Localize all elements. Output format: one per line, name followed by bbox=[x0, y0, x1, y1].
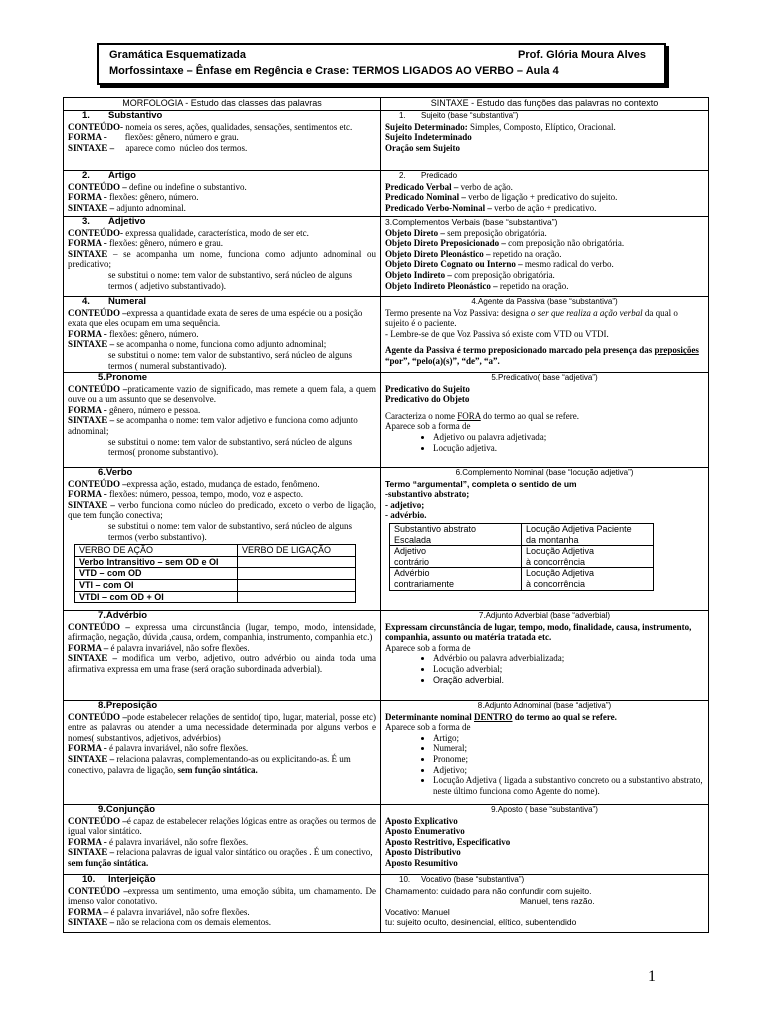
table-cell: Locução Adjetiva Paciente da montanha bbox=[522, 523, 654, 545]
morf-preposicao: 8.Preposição CONTEÚDO –pode estabelecer relações de sentido( tipo, lugar, material, posse etc) entre as palavras ou atender a uma necessidade determinada por alguns verbos e nomes( substantivos, adjetivos, advérbios) FORMA - é palavra invariável, não sofre flexões. SINTAXE – relaciona palavras, complementando-as ou explicitando-as. É um conectivo, palavra de ligação, sem função sintática. bbox=[64, 701, 381, 805]
header-title: Gramática Esquematizada bbox=[109, 49, 246, 61]
morf-pronome: 5.Pronome CONTEÚDO –praticamente vazio de significado, mas remete a quem fala, a quem ouve ou a um assunto que se desenvolve. FORMA - gênero, número e pessoa. SINTAXE – se acompanha o nome: tem valor adjetivo e funciona como adjunto adnominal; se substitui o nome: tem valor de substantivo, será núcleo de alguns termos( pronome substantivo). bbox=[64, 373, 381, 468]
table-cell bbox=[237, 568, 355, 580]
sint-adjunto-adnominal: 8.Adjunto Adnominal (base “adjetiva”) Determinante nominal DENTRO do termo ao qual se refere. Aparece sob a forma de • Artigo; • Numeral; • Pronome; • Adjetivo; • Locução Adjetiva ( ligada a substantivo concreto ou a substantivo abstrato, neste último funciona como Agente do nome). bbox=[381, 701, 709, 805]
document-header bbox=[97, 43, 666, 85]
adjunto-adverbial-list: • Advérbio ou palavra adverbializada; • Locução adverbial; • Oração adverbial. bbox=[385, 653, 704, 685]
complemento-nominal-table bbox=[389, 523, 654, 591]
table-cell: VTI – com OI bbox=[75, 579, 238, 591]
table-cell: VTD – com OD bbox=[75, 568, 238, 580]
morf-substantivo: 1. Substantivo CONTEÚDO- nomeia os seres, ações, qualidades, sensações, sentimentos etc. FORMA - flexões: gênero, número e grau. SINTAXE – aparece como núcleo dos termos. bbox=[64, 111, 381, 171]
table-row bbox=[75, 568, 356, 580]
morf-adjetivo: 3. Adjetivo CONTEÚDO- expressa qualidade, característica, modo de ser etc. FORMA - flexões: gênero, número e grau. SINTAXE – se acompanha um nome, funciona como adjunto adnominal ou predicativo; se substitui o nome: tem valor de substantivo, será núcleo de alguns termos ( adjetivo substantivado). bbox=[64, 217, 381, 297]
complemento-item: Objeto Indireto – com preposição obrigatória. bbox=[385, 269, 555, 280]
morf-artigo: 2. Artigo CONTEÚDO – define ou indefine o substantivo. FORMA - flexões: gênero, número. SINTAXE – adjunto adnominal. bbox=[64, 171, 381, 217]
table-cell: VERBO DE AÇÃO bbox=[75, 545, 238, 557]
header-author: Prof. Glória Moura Alves bbox=[518, 49, 646, 61]
sint-aposto: 9.Aposto ( base “substantiva”) Aposto Explicativo Aposto Enumerativo Aposto Restritivo, Especificativo Aposto Distributivo Aposto Resumitivo bbox=[381, 805, 709, 875]
complemento-item: Objeto Direto – sem preposição obrigatória. bbox=[385, 227, 547, 238]
complemento-item: Objeto Indireto Pleonástico – repetido na oração. bbox=[385, 280, 569, 291]
column-header-morfologia: MORFOLOGIA - Estudo das classes das palavras bbox=[64, 98, 381, 111]
section-title: Substantivo bbox=[108, 110, 163, 121]
sint-sujeito: 1. Sujeito (base “substantiva”) Sujeito Determinado: Simples, Composto, Elíptico, Oracional. Sujeito Indeterminado Oração sem Sujeito bbox=[381, 111, 709, 171]
table-cell: Locução Adjetiva à concorrência bbox=[522, 546, 654, 568]
complemento-item: Objeto Direto Pleonástico – repetido na oração. bbox=[385, 248, 562, 259]
morf-conjuncao: 9.Conjunção CONTEÚDO –é capaz de estabelecer relações lógicas entre as orações ou termos de igual valor sintático. FORMA - é palavra invariável, não sofre flexões. SINTAXE – relaciona palavras de igual valor sintático ou orações . É um conectivo, sem função sintática. bbox=[64, 805, 381, 875]
table-row bbox=[75, 556, 356, 568]
table-row bbox=[75, 579, 356, 591]
header-subtitle: Morfossintaxe – Ênfase em Regência e Crase: TERMOS LIGADOS AO VERBO – Aula 4 bbox=[109, 65, 559, 77]
table-cell bbox=[237, 579, 355, 591]
table-cell: Locução Adjetiva à concorrência bbox=[522, 568, 654, 590]
sint-adjunto-adverbial: 7.Adjunto Adverbial (base “adverbial) Expressam circunstância de lugar, tempo, modo, finalidade, causa, instrumento, companhia, assunto ou matéria tratada etc. Aparece sob a forma de • Advérbio ou palavra adverbializada; • Locução adverbial; • Oração adverbial. bbox=[381, 611, 709, 701]
table-cell: Verbo Intransitivo – sem OD e OI bbox=[75, 556, 238, 568]
morf-numeral: 4. Numeral CONTEÚDO –expressa a quantidade exata de seres de uma espécie ou a posição exata que eles ocupam em uma sequência. FORMA - flexões: gênero, número. SINTAXE – se acompanha o nome, funciona como adjunto adnominal; se substitui o nome: tem valor de substantivo, será núcleo de alguns termos ( numeral substantivado). bbox=[64, 297, 381, 373]
summary-table bbox=[63, 97, 709, 933]
sint-vocativo: 10. Vocativo (base “substantiva”) Chamamento: cuidado para não confundir com sujeito. Manuel, tens razão. Vocativo: Manuel tu: sujeito oculto, desinencial, elítico, subentendido bbox=[381, 875, 709, 933]
morf-adverbio: 7.Advérbio CONTEÚDO – expressa uma circunstância (lugar, tempo, modo, intensidade, afirmação, negação, dúvida ,causa, ordem, companhia, instrumento, companhia etc.) FORMA – é palavra invariável, não sofre flexões. SINTAXE – modifica um verbo, adjetivo, outro advérbio ou ainda toda uma afirmativa expressa em uma frase (será oração subordinada adverbial). bbox=[64, 611, 381, 701]
table-cell: VERBO DE LIGAÇÃO bbox=[237, 545, 355, 557]
sint-complemento-nominal: 6.Complemento Nominal (base “locução adjetiva”) Termo “argumental”, completa o sentido de um -substantivo abstrato; - adjetivo; - advérbio. Substantivo abstrato Escalada Locução Adjetiva Paciente da montanha Adjetivo contrário Locução Adjetiva à concorrência Advérbio contrariamente Locução Adjetiva à concorrência bbox=[381, 468, 709, 611]
table-row bbox=[390, 568, 654, 590]
predicativo-list: • Adjetivo ou palavra adjetivada; • Locução adjetiva. bbox=[385, 432, 704, 453]
sint-agente-passiva: 4.Agente da Passiva (base “substantiva”) Termo presente na Voz Passiva: designa o ser que realiza a ação verbal da qual o sujeito é o paciente. - Lembre-se de que Voz Passiva só existe com VTD ou VTDI. Agente da Passiva é termo preposicionado marcado pela presença das preposições “por”, “pelo(a)(s)”, “de”, “a”. bbox=[381, 297, 709, 373]
morf-verbo: 6.Verbo CONTEÚDO –expressa ação, estado, mudança de estado, fenômeno. FORMA - flexões: número, pessoa, tempo, modo, voz e aspecto. SINTAXE – verbo funciona como núcleo do predicado, exceto o verbo de ligação, que tem função conectiva; se substitui o nome: tem valor de substantivo, será núcleo de alguns termos (verbo substantivo). VERBO DE AÇÃO VERBO DE LIGAÇÃO Verbo Intransitivo – sem OD e OI VTD – com OD VTI – com OI VTDI – com OD + OI bbox=[64, 468, 381, 611]
table-row bbox=[75, 545, 356, 557]
morf-interjeicao: 10. Interjeição CONTEÚDO –expressa um sentimento, uma emoção súbita, um chamamento. De imenso valor conotativo. FORMA – é palavra invariável, não sofre flexões. SINTAXE – não se relaciona com os demais elementos. bbox=[64, 875, 381, 933]
table-cell bbox=[237, 591, 355, 603]
complementos-list bbox=[385, 228, 704, 292]
table-row bbox=[390, 546, 654, 568]
page-number: 1 bbox=[648, 968, 656, 985]
complemento-item: Objeto Direto Preposicionado – com preposição não obrigatória. bbox=[385, 238, 625, 249]
table-row bbox=[390, 523, 654, 545]
table-cell: Substantivo abstrato Escalada bbox=[390, 523, 522, 545]
table-cell bbox=[237, 556, 355, 568]
table-cell: Adjetivo contrário bbox=[390, 546, 522, 568]
sint-predicado: 2. Predicado Predicado Verbal – verbo de ação. Predicado Nominal – verbo de ligação + predicativo do sujeito. Predicado Verbo-Nominal – verbo de ação + predicativo. bbox=[381, 171, 709, 217]
complemento-item: Objeto Direto Cognato ou Interno – mesmo radical do verbo. bbox=[385, 259, 614, 270]
sint-predicativo: 5.Predicativo( base “adjetiva”) Predicativo do Sujeito Predicativo do Objeto Caracteriza o nome FORA do termo ao qual se refere. Aparece sob a forma de • Adjetivo ou palavra adjetivada; • Locução adjetiva. bbox=[381, 373, 709, 468]
verbo-table bbox=[74, 544, 356, 603]
table-cell: VTDI – com OD + OI bbox=[75, 591, 238, 603]
table-row bbox=[75, 591, 356, 603]
sint-complementos-verbais: 3.Complementos Verbais (base “substantiva”) Objeto Direto – sem preposição obrigatória. Objeto Direto Preposicionado – com preposição não obrigatória. Objeto Direto Pleonástico – repetido na oração. Objeto Direto Cognato ou Interno – mesmo radical do verbo. Objeto Indireto – com preposição obrigatória. Objeto Indireto Pleonástico – repetido na oração. bbox=[381, 217, 709, 297]
adjunto-adnominal-list: • Artigo; • Numeral; • Pronome; • Adjetivo; • Locução Adjetiva ( ligada a substantivo concreto ou a substantivo abstrato, neste último funciona como Agente do nome). bbox=[385, 733, 704, 797]
column-header-sintaxe: SINTAXE - Estudo das funções das palavras no contexto bbox=[381, 98, 709, 111]
table-cell: Advérbio contrariamente bbox=[390, 568, 522, 590]
